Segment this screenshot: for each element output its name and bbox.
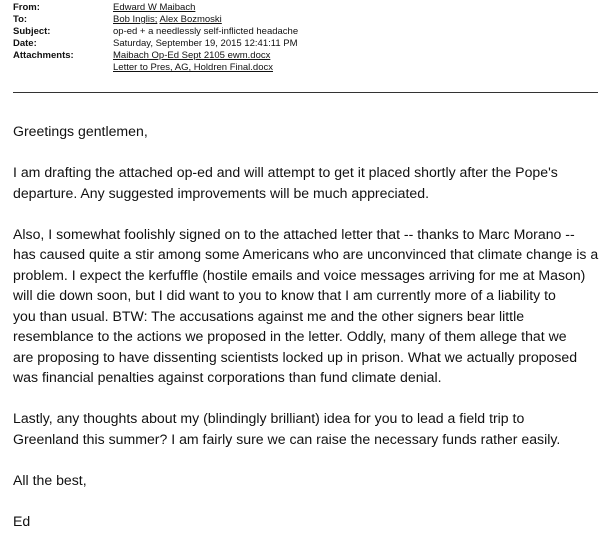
subject-row (13, 26, 593, 38)
body-line: are proposing to have dissenting scientists locked up in prison. What we actually proposed (13, 348, 578, 365)
from-label: From: (13, 2, 40, 13)
body-line: I am drafting the attached op-ed and will attempt to get it placed shortly after the Pope's (13, 164, 558, 180)
subject-value: op-ed + a needlessly self-inflicted headache (113, 26, 299, 37)
closing: All the best, (13, 471, 87, 488)
from-row (13, 2, 593, 14)
greeting: Greetings gentlemen, (13, 123, 148, 139)
to-recipient[interactable]: Alex Bozmoski (159, 14, 222, 25)
email-body (13, 121, 598, 531)
from-value[interactable]: Edward W Maibach (113, 2, 196, 13)
attachment-link[interactable]: Maibach Op-Ed Sept 2105 ewm.docx (113, 50, 271, 61)
attachment-link[interactable]: Letter to Pres, AG, Holdren Final.docx (113, 62, 273, 73)
to-row (13, 14, 593, 26)
email-header (13, 2, 593, 74)
body-line: Lastly, any thoughts about my (blindingly brilliant) idea for you to lead a field trip to (13, 410, 525, 426)
body-line: departure. Any suggested improvements will be much appreciated. (13, 184, 429, 201)
body-line: has caused quite a stir among some Americans who are unconvinced that climate change is a (13, 246, 599, 262)
body-line: was financial penalties against corporations than fund climate denial. (13, 369, 442, 385)
date-value: Saturday, September 19, 2015 12:41:11 PM (113, 38, 298, 49)
date-label: Date: (13, 38, 37, 49)
body-line: you than usual. BTW: The accusations against me and the other signers bear little (13, 307, 525, 324)
body-line: resemblance to the actions we proposed in the letter. Oddly, many of them allege that we (13, 328, 567, 344)
signature: Ed (13, 512, 31, 529)
attachments-label: Attachments: (13, 50, 74, 61)
body-line: will die down soon, but I did want to you to know that I am currently more of a liability to (13, 287, 556, 303)
date-row (13, 38, 593, 50)
body-line: problem. I expect the kerfuffle (hostile emails and voice messages arriving for me at Mason) (13, 266, 586, 283)
to-label: To: (13, 14, 28, 25)
to-recipient[interactable]: Bob Inglis; (113, 14, 158, 25)
attachments-row (13, 50, 593, 74)
header-divider (13, 92, 598, 93)
body-line: Greenland this summer? I am fairly sure we can raise the necessary funds rather easily. (13, 430, 561, 447)
body-line: Also, I somewhat foolishly signed on to the attached letter that -- thanks to Marc Morano -- (13, 225, 575, 242)
subject-label: Subject: (13, 26, 51, 37)
